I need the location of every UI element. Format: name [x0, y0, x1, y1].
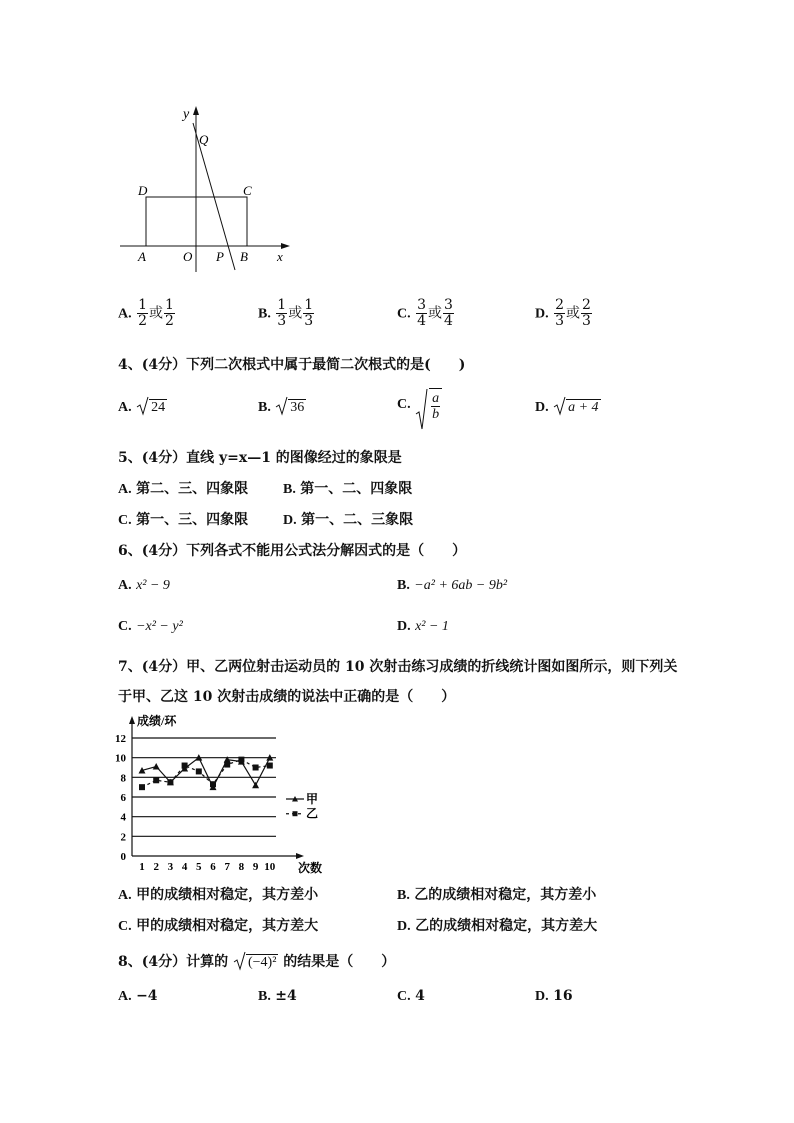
x-axis-arrow: [296, 853, 304, 859]
q5-option-d[interactable]: D. 第一、二、三象限: [283, 512, 414, 528]
sqrt-expression: a + 4: [553, 399, 600, 416]
x-tick-label: 1: [139, 861, 145, 873]
q8-option-d[interactable]: D. 16: [535, 988, 573, 1004]
point-o-label: O: [183, 249, 193, 264]
x-tick-label: 8: [238, 861, 245, 873]
point-b-label: B: [240, 249, 248, 264]
point-c-label: C: [243, 183, 252, 198]
q7-option-b[interactable]: B. 乙的成绩相对稳定，其方差小: [397, 887, 597, 903]
sqrt-expression: (−4)²: [233, 954, 278, 971]
q6-option-a[interactable]: A. x² − 9: [118, 578, 170, 593]
q4-option-b[interactable]: B. 36: [258, 399, 306, 416]
point-q-label: Q: [199, 132, 209, 147]
q6-option-d[interactable]: D. x² − 1: [397, 619, 449, 634]
q7-stem-line2: 于甲、乙这 10 次射击成绩的说法中正确的是（ ）: [118, 689, 456, 705]
q8-option-b[interactable]: B. ±4: [258, 988, 297, 1004]
coordinate-figure: [110, 100, 300, 272]
q8-option-a[interactable]: A. −4: [118, 988, 158, 1004]
q8-option-c[interactable]: C. 4: [397, 988, 425, 1004]
q4-option-d[interactable]: D. a + 4: [535, 399, 601, 416]
x-tick-label: 4: [181, 861, 188, 873]
fraction: $\frac{2}{3}$: [582, 297, 591, 329]
y-axis-label: y: [183, 107, 190, 122]
q6-option-b[interactable]: B. −a² + 6ab − 9b²: [397, 578, 508, 593]
q7-stem-line1: 7、(4分）甲、乙两位射击运动员的 10 次射击练习成绩的折线统计图如图所示，则下列关: [118, 659, 678, 675]
data-point-jia: [153, 763, 160, 770]
legend-marker: [293, 811, 298, 816]
point-a-label: A: [138, 249, 146, 264]
x-tick-label: 5: [196, 861, 202, 873]
q6-stem: 6、(4分）下列各式不能用公式法分解因式的是（ ）: [118, 543, 467, 559]
x-tick-label: 6: [210, 861, 216, 873]
x-axis-title: 次数: [298, 861, 323, 874]
sqrt-fraction: $\frac{a}{b}$: [415, 388, 443, 422]
q3-option-a[interactable]: A. $\frac{1}{2}$ 或 $\frac{1}{2}$: [118, 297, 174, 329]
q4-stem: 4、(4分）下列二次根式中属于最简二次根式的是( ): [118, 357, 466, 373]
q6-option-c[interactable]: C. −x² − y²: [118, 619, 183, 634]
data-point-yi: [238, 757, 244, 763]
q4-option-a[interactable]: A. 24: [118, 399, 167, 416]
series-line-jia: [142, 758, 270, 788]
q3-option-b[interactable]: B. $\frac{1}{3}$ 或 $\frac{1}{3}$: [258, 297, 314, 329]
legend-label: 乙: [306, 806, 319, 821]
q7-option-d[interactable]: D. 乙的成绩相对稳定，其方差大: [397, 918, 598, 934]
data-point-yi: [196, 768, 202, 774]
fraction: $\frac{2}{3}$: [555, 297, 564, 329]
point-d-label: D: [138, 183, 148, 198]
q8-stem: 8、(4分）计算的 (−4)² 的结果是（ ）: [118, 954, 396, 970]
data-point-yi: [167, 779, 173, 785]
data-point-yi: [182, 763, 188, 769]
q7-option-c[interactable]: C. 甲的成绩相对稳定，其方差大: [118, 918, 319, 934]
y-axis-arrow: [193, 106, 199, 115]
point-p-label: P: [216, 249, 224, 264]
y-tick-label: 2: [120, 831, 126, 844]
data-point-yi: [210, 781, 216, 787]
q5-option-c[interactable]: C. 第一、三、四象限: [118, 512, 249, 528]
q3-option-c[interactable]: C. $\frac{3}{4}$ 或 $\frac{3}{4}$: [397, 297, 453, 329]
q5-option-b[interactable]: B. 第一、二、四象限: [283, 481, 413, 497]
data-point-yi: [139, 784, 145, 790]
q5-stem: 5、(4分）直线 y=x—1 的图像经过的象限是: [118, 450, 402, 466]
data-point-jia: [252, 782, 259, 789]
y-tick-label: 12: [115, 733, 126, 745]
sqrt-expression: 24: [136, 399, 167, 416]
q5-option-a[interactable]: A. 第二、三、四象限: [118, 481, 249, 497]
data-point-yi: [267, 763, 273, 769]
x-tick-label: 7: [224, 861, 230, 873]
score-line-chart: [112, 712, 332, 874]
x-axis-label: x: [277, 249, 283, 264]
q7-option-a[interactable]: A. 甲的成绩相对稳定，其方差小: [118, 887, 319, 903]
fraction: $\frac{1}{3}$: [277, 297, 287, 329]
y-axis-arrow: [129, 716, 135, 724]
y-axis-title: 成绩/环: [137, 714, 177, 728]
y-tick-label: 4: [120, 811, 126, 824]
y-tick-label: 6: [120, 792, 126, 804]
data-point-yi: [153, 777, 159, 783]
x-tick-label: 2: [153, 861, 159, 873]
y-tick-label: 0: [120, 851, 126, 863]
data-point-yi: [253, 765, 259, 771]
fraction: $\frac{1}{3}$: [304, 297, 314, 329]
legend-label: 甲: [306, 791, 319, 806]
sqrt-expression: 36: [275, 399, 306, 416]
fraction: $\frac{3}{4}$: [417, 297, 426, 329]
x-tick-label: 9: [252, 861, 259, 873]
fraction: $\frac{1}{2}$: [165, 297, 174, 329]
y-tick-label: 10: [115, 752, 126, 765]
x-tick-label: 10: [264, 861, 276, 873]
q3-option-d[interactable]: D. $\frac{2}{3}$ 或 $\frac{2}{3}$: [535, 297, 591, 329]
fraction: $\frac{3}{4}$: [444, 297, 453, 329]
x-tick-label: 3: [167, 861, 174, 873]
data-point-yi: [224, 762, 230, 768]
y-tick-label: 8: [120, 772, 126, 785]
q4-option-c[interactable]: C. $\frac{a}{b}$: [397, 388, 443, 422]
fraction: $\frac{1}{2}$: [138, 297, 147, 329]
